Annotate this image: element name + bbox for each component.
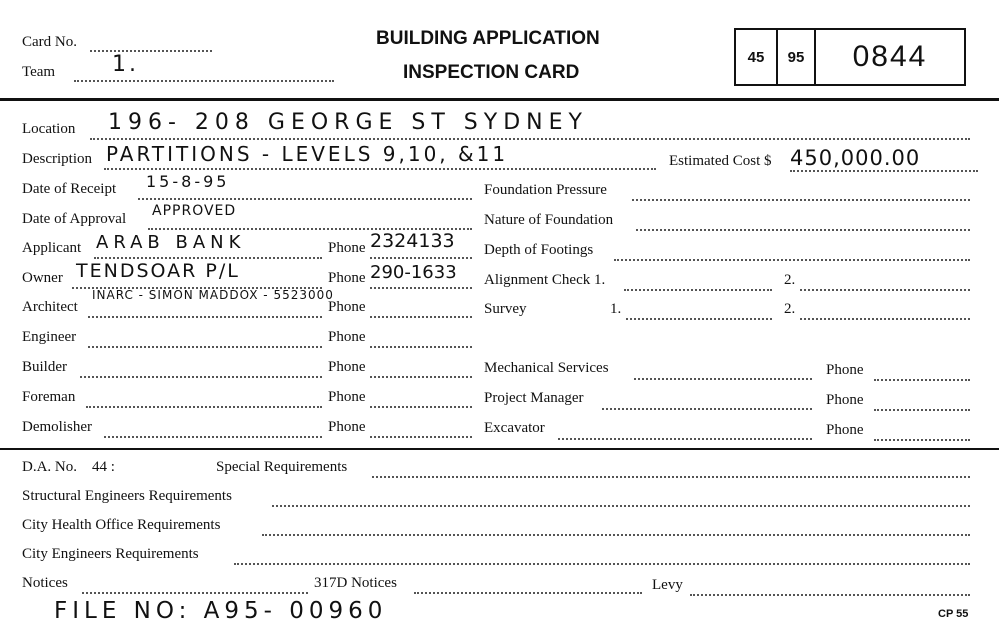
alignment-check-2-label: 2. [784, 272, 796, 288]
health-requirements-dots [262, 534, 970, 536]
city-engineers-requirements-label: City Engineers Requirements [22, 546, 199, 562]
demolisher-phone-dots [370, 436, 472, 438]
location-label: Location [22, 121, 76, 137]
engineer-phone-label: Phone [328, 329, 366, 345]
alignment-check-label: Alignment Check 1. [484, 272, 606, 288]
card-no-dots [90, 50, 212, 52]
demolisher-label: Demolisher [22, 419, 92, 435]
file-no-handwritten: FILE NO: A95- 00960 [54, 598, 388, 624]
foreman-label: Foreman [22, 389, 76, 405]
survey-1-label: 1. [610, 301, 622, 317]
title-line1: BUILDING APPLICATION [376, 28, 600, 49]
team-dots [74, 80, 334, 82]
date-of-receipt-value: 15-8-95 [146, 172, 230, 191]
applicant-phone-label: Phone [328, 240, 366, 256]
box-cell-2: 95 [778, 30, 816, 84]
location-dots [90, 138, 970, 140]
nature-of-foundation-label: Nature of Foundation [484, 212, 614, 228]
date-of-approval-value: APPROVED [152, 203, 237, 219]
notices-317d-dots [414, 592, 642, 594]
architect-phone-label: Phone [328, 299, 366, 315]
foreman-dots [86, 406, 322, 408]
survey-2-label: 2. [784, 301, 796, 317]
engineer-dots [88, 346, 322, 348]
builder-phone-dots [370, 376, 472, 378]
levy-dots [690, 594, 970, 596]
architect-label: Architect [22, 299, 78, 315]
special-requirements-label: Special Requirements [216, 459, 348, 475]
location-value: 196- 208 GEORGE ST SYDNEY [108, 110, 588, 135]
engineer-phone-dots [370, 346, 472, 348]
architect-phone-dots [370, 316, 472, 318]
applicant-phone-dots [370, 257, 472, 259]
alignment-check-1-dots [624, 289, 772, 291]
project-manager-dots [602, 408, 812, 410]
requirements-rule [0, 448, 999, 450]
engineer-label: Engineer [22, 329, 77, 345]
mechanical-services-label: Mechanical Services [484, 360, 609, 376]
alignment-check-2-dots [800, 289, 970, 291]
da-no-value: 44 : [92, 459, 115, 475]
builder-label: Builder [22, 359, 67, 375]
applicant-label: Applicant [22, 240, 82, 256]
structural-requirements-dots [272, 505, 970, 507]
mechanical-services-dots [634, 378, 812, 380]
da-no-label: D.A. No. [22, 459, 77, 475]
team-label: Team [22, 64, 56, 80]
nature-of-foundation-dots [636, 229, 970, 231]
project-manager-label: Project Manager [484, 390, 584, 406]
owner-phone-value: 290-1633 [370, 262, 457, 283]
applicant-phone-value: 2324133 [370, 230, 455, 252]
description-dots [104, 168, 656, 170]
excavator-phone-dots [874, 439, 970, 441]
owner-value: TENDSOAR P/L [76, 260, 240, 282]
survey-1-dots [626, 318, 772, 320]
owner-label: Owner [22, 270, 63, 286]
date-of-approval-label: Date of Approval [22, 211, 127, 227]
mechanical-services-phone-label: Phone [826, 362, 864, 378]
excavator-dots [558, 438, 812, 440]
depth-of-footings-label: Depth of Footings [484, 242, 594, 258]
demolisher-dots [104, 436, 322, 438]
estimated-cost-value: 450,000.00 [790, 146, 921, 170]
date-of-receipt-label: Date of Receipt [22, 181, 117, 197]
form-code: CP 55 [938, 608, 969, 620]
title-line2: INSPECTION CARD [403, 62, 580, 83]
survey-2-dots [800, 318, 970, 320]
owner-phone-dots [370, 287, 472, 289]
applicant-value: ARAB BANK [96, 232, 246, 253]
notices-317d-label: 317D Notices [314, 575, 397, 591]
applicant-dots [94, 257, 322, 259]
estimated-cost-label: Estimated Cost $ [669, 153, 772, 169]
special-requirements-dots [372, 476, 970, 478]
builder-phone-label: Phone [328, 359, 366, 375]
excavator-phone-label: Phone [826, 422, 864, 438]
health-requirements-label: City Health Office Requirements [22, 517, 221, 533]
card-no-label: Card No. [22, 34, 77, 50]
levy-label: Levy [652, 577, 683, 593]
architect-dots [88, 316, 322, 318]
foundation-pressure-dots [632, 199, 970, 201]
foundation-pressure-label: Foundation Pressure [484, 182, 607, 198]
excavator-label: Excavator [484, 420, 545, 436]
project-manager-phone-dots [874, 409, 970, 411]
team-value: 1. [112, 52, 139, 77]
depth-of-footings-dots [614, 259, 970, 261]
card-number-box [734, 28, 966, 86]
date-of-receipt-dots [138, 198, 472, 200]
box-card-number: 0844 [852, 40, 928, 73]
box-cell-1: 45 [736, 30, 778, 84]
demolisher-phone-label: Phone [328, 419, 366, 435]
description-label: Description [22, 151, 92, 167]
structural-requirements-label: Structural Engineers Requirements [22, 488, 232, 504]
builder-dots [80, 376, 322, 378]
architect-value: INARC - SIMON MADDOX - 5523000 [92, 288, 334, 302]
estimated-cost-dots [790, 170, 978, 172]
description-value: PARTITIONS - LEVELS 9,10, &11 [106, 142, 509, 166]
owner-phone-label: Phone [328, 270, 366, 286]
project-manager-phone-label: Phone [826, 392, 864, 408]
mechanical-services-phone-dots [874, 379, 970, 381]
notices-label: Notices [22, 575, 68, 591]
foreman-phone-label: Phone [328, 389, 366, 405]
header-rule [0, 98, 999, 101]
city-engineers-requirements-dots [234, 563, 970, 565]
foreman-phone-dots [370, 406, 472, 408]
notices-dots [82, 592, 308, 594]
survey-label: Survey [484, 301, 527, 317]
